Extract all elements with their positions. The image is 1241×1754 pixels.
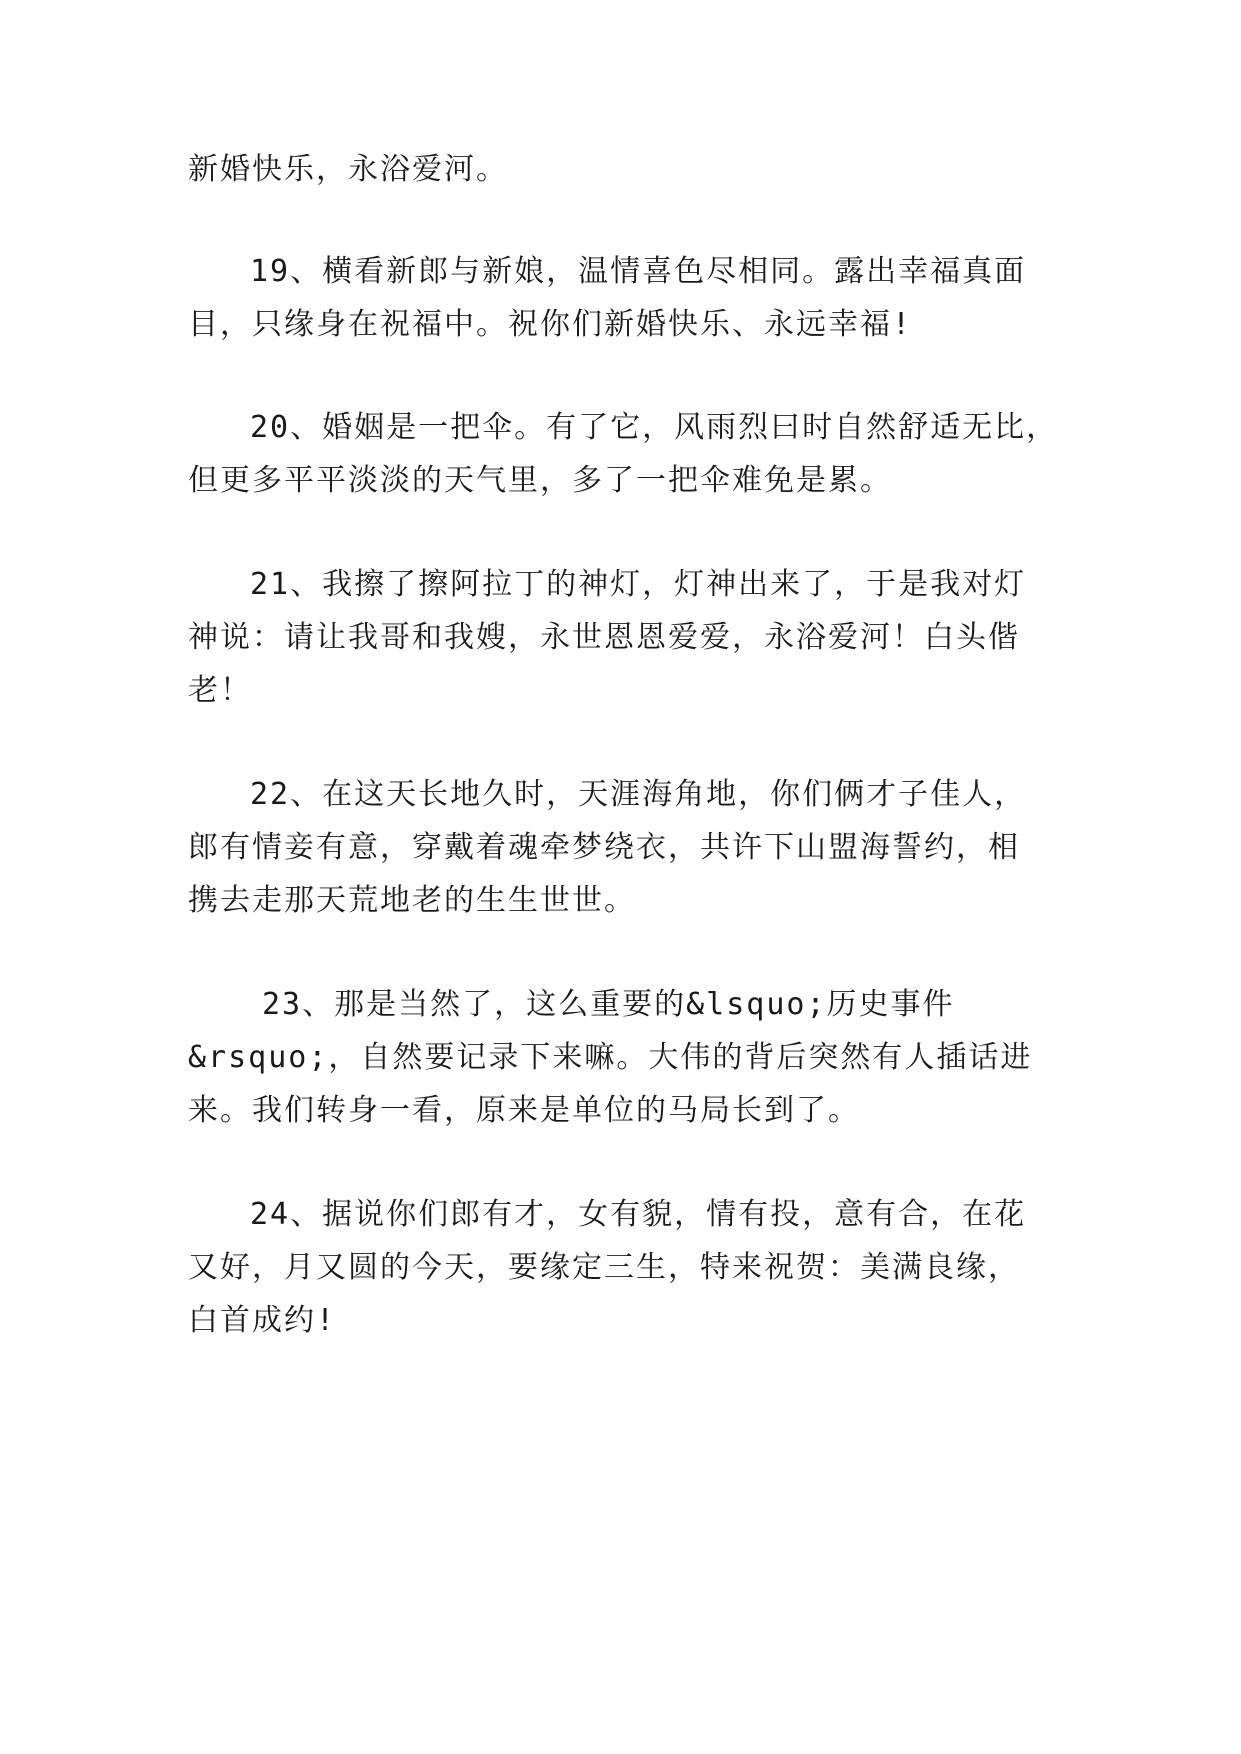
- paragraph-line: 22、在这天长地久时，天涯海角地，你们俩才子佳人，: [250, 777, 1027, 812]
- paragraph-line: 又好，月又圆的今天，要缘定三生，特来祝贺：美满良缘，: [188, 1250, 1020, 1285]
- paragraph-line: 神说：请让我哥和我嫂，永世恩恩爱爱，永浴爱河！白头偕: [188, 620, 1020, 655]
- paragraph-line: 21、我擦了擦阿拉丁的神灯，灯神出来了，于是我对灯: [250, 567, 1027, 602]
- paragraph-line: 郎有情妾有意，穿戴着魂牵梦绕衣，共许下山盟海誓约，相: [188, 830, 1020, 865]
- paragraph-line: 携去走那天荒地老的生生世世。: [188, 883, 636, 918]
- paragraph-line: 24、据说你们郎有才，女有貌，情有投，意有合，在花: [250, 1197, 1027, 1232]
- paragraph-line: 目，只缘身在祝福中。祝你们新婚快乐、永远幸福!: [188, 307, 913, 342]
- paragraph-line: 新婚快乐，永浴爱河。: [188, 152, 508, 187]
- paragraph-line: 但更多平平淡淡的天气里，多了一把伞难免是累。: [188, 463, 892, 498]
- paragraph-line: 白首成约!: [188, 1303, 337, 1338]
- paragraph-line: 20、婚姻是一把伞。有了它，风雨烈曰时自然舒适无比，: [250, 410, 1059, 445]
- paragraph-line: 19、横看新郎与新娘，温情喜色尽相同。露出幸福真面: [250, 254, 1027, 289]
- paragraph-line: 老！: [188, 673, 252, 708]
- paragraph-line: 23、那是当然了，这么重要的&lsquo;历史事件: [262, 987, 955, 1022]
- paragraph-line: &rsquo;，自然要记录下来嘛。大伟的背后突然有人插话进: [188, 1040, 1033, 1075]
- paragraph-line: 来。我们转身一看，原来是单位的马局长到了。: [188, 1093, 860, 1128]
